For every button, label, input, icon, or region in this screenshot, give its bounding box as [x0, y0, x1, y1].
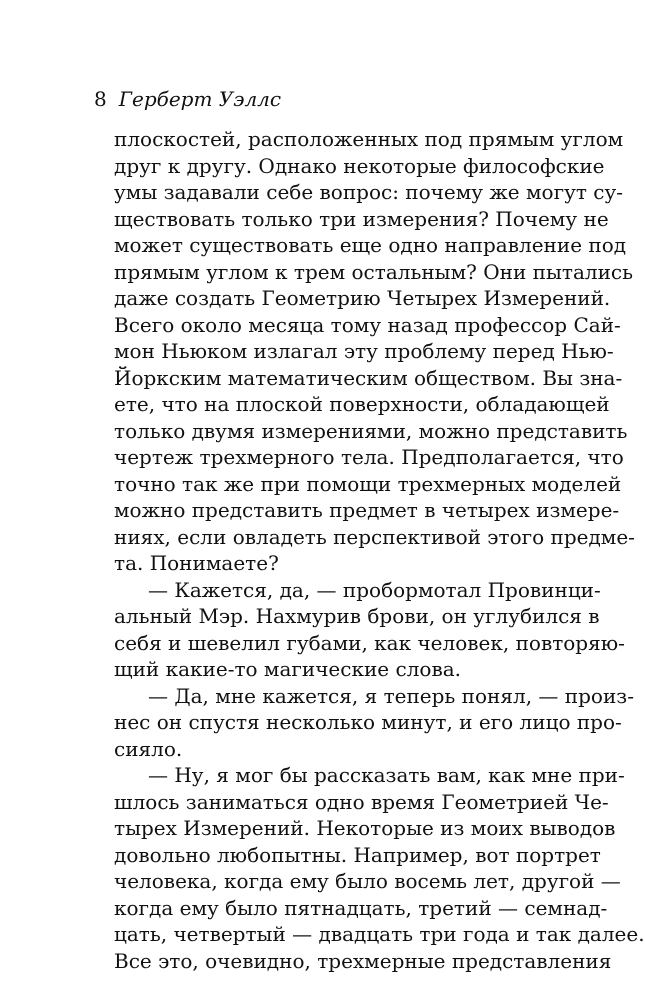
text-line: ниях, если овладеть перспективой этого предме- — [114, 524, 635, 549]
text-line: тырех Измерений. Некоторые из моих выводов — [114, 816, 616, 840]
page-number: 8 — [94, 87, 107, 111]
text-line: Всего около месяца тому назад профессор Сай- — [114, 312, 621, 337]
text-line: довольно любопытны. Например, вот портрет — [114, 842, 601, 867]
text-line: точно так же при помощи трехмерных моделей — [114, 471, 622, 496]
text-line: нес он спустя несколько минут, и его лицо про- — [114, 710, 622, 734]
text-line: сияло. — [114, 736, 183, 761]
body-text — [114, 126, 645, 974]
text-line: — Ну, я мог бы рассказать вам, как мне при- — [148, 763, 625, 787]
text-line: друг к другу. Однако некоторые философские — [114, 153, 605, 178]
text-line: шлось заниматься одно время Геометрией Че- — [114, 789, 609, 814]
text-line: цать, четвертый — двадцать три года и так далее. — [114, 922, 645, 946]
text-line: может существовать еще одно направление под — [114, 233, 627, 257]
text-line: даже создать Геометрию Четырех Измерений. — [114, 286, 611, 310]
text-line: себя и шевелил губами, как человек, повторяю- — [114, 630, 625, 655]
running-header — [94, 87, 281, 111]
text-line: — Да, мне кажется, я теперь понял, — произ- — [148, 683, 634, 708]
text-line: только двумя измерениями, можно представить — [114, 418, 628, 443]
text-line: прямым углом к трем остальным? Они пытались — [114, 259, 634, 284]
text-line: когда ему было пятнадцать, третий — семнад- — [114, 895, 608, 920]
text-line: можно представить предмет в четырех измере- — [114, 498, 620, 522]
text-line: мон Ньюком излагал эту проблему перед Нью- — [114, 339, 614, 363]
text-line: человека, когда ему было восемь лет, другой — — [114, 869, 621, 893]
text-line: — Кажется, да, — пробормотал Провинци- — [148, 577, 601, 602]
text-line: плоскостей, расположенных под прямым углом — [114, 127, 624, 151]
text-line: умы задавали себе вопрос: почему же могут су- — [114, 180, 623, 204]
text-line: чертеж трехмерного тела. Предполагается, что — [114, 445, 624, 469]
running-title-author: Герберт Уэллс — [118, 87, 282, 111]
text-line: та. Понимаете? — [114, 551, 279, 575]
text-line: ществовать только три измерения? Почему не — [114, 206, 609, 231]
text-line: ете, что на плоской поверхности, обладающей — [114, 392, 610, 416]
text-line: альный Мэр. Нахмурив брови, он углубился в — [114, 604, 600, 628]
text-line: Все это, очевидно, трехмерные представления — [114, 948, 612, 973]
text-line: щий какие-то магические слова. — [114, 657, 461, 681]
text-line: Йоркским математическим обществом. Вы зна- — [114, 365, 623, 390]
